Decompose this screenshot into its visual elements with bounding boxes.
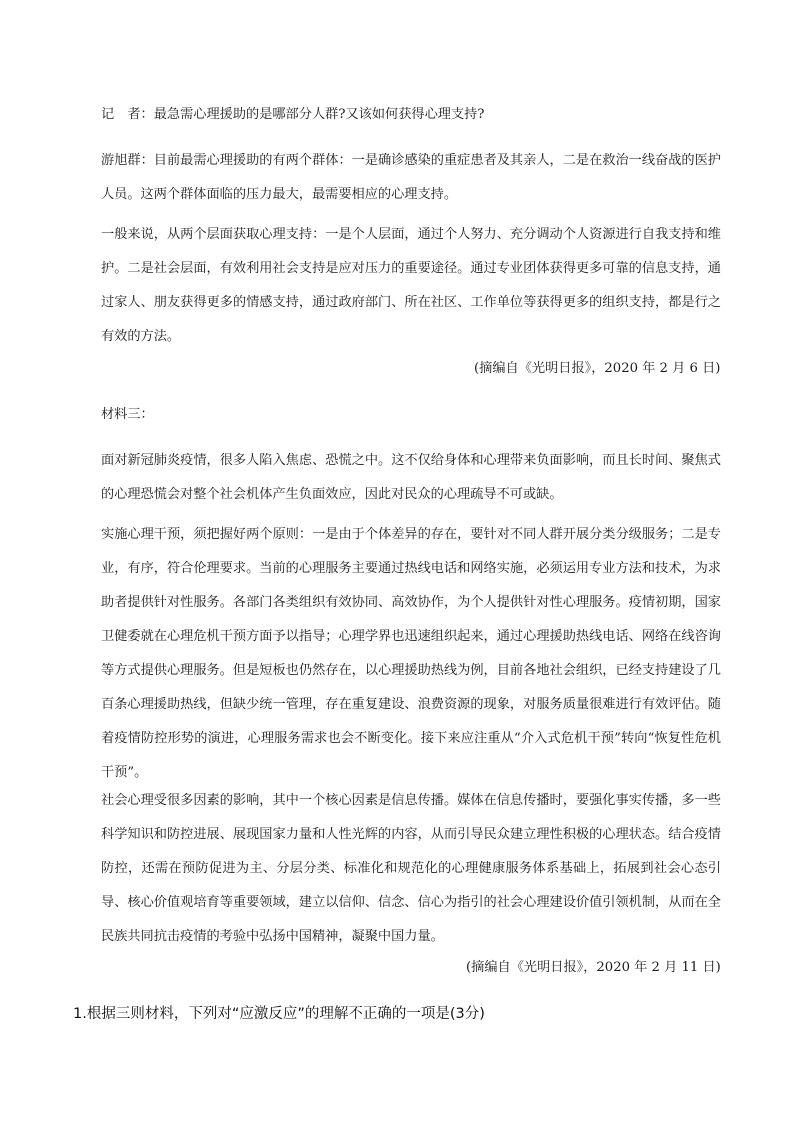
source-citation-2: (摘编自《光明日报》，2020 年 2 月 11 日) <box>466 960 721 975</box>
source-citation-1: (摘编自《光明日报》，2020 年 2 月 6 日) <box>474 361 721 376</box>
material-3-label: 材料三： <box>101 407 154 422</box>
material-3-paragraph-1: 面对新冠肺炎疫情，很多人陷入焦虑、恐慌之中。这不仅给身体和心理带来负面影响，而且长时间、聚焦式的心理恐慌会对整个社会机体产生负面效应，因此对民众的心理疏导不可或缺。 <box>101 453 721 502</box>
question-1: 1.根据三则材料，下列对“应激反应”的理解不正确的一项是(3分) <box>73 1006 485 1022</box>
interview-answer-2: 一般来说，从两个层面获取心理支持：一是个人层面，通过个人努力、充分调动个人资源进行自我支持和维护。二是社会层面，有效利用社会支持是应对压力的重要途径。通过专业团体获得更多可靠的信息支持，通过家人、朋友获得更多的情感支持，通过政府部门、所在社区、工作单位等获得更多的组织支持，都是行之有效的方法。 <box>101 227 721 344</box>
material-3-paragraph-3: 社会心理受很多因素的影响，其中一个核心因素是信息传播。媒体在信息传播时，要强化事实传播，多一些科学知识和防控进展、展现国家力量和人性光辉的内容，从而引导民众建立理性积极的心理状态。结合疫情防控，还需在预防促进为主、分层分类、标准化和规范化的心理健康服务体系基础上，拓展到社会心态引导、核心价值观培育等重要领域，建立以信仰、信念、信心为指引的社会心理建设价值引领机制，从而在全民族共同抗击疫情的考验中弘扬中国精神，凝聚中国力量。 <box>101 793 721 944</box>
interview-answer-1: 游旭群：目前最需心理援助的有两个群体：一是确诊感染的重症患者及其亲人，二是在救治一线奋战的医护人员。这两个群体面临的压力最大，最需要相应的心理支持。 <box>101 153 721 202</box>
material-3-paragraph-2: 实施心理干预，须把握好两个原则：一是由于个体差异的存在，要针对不同人群开展分类分级服务；二是专业，有序，符合伦理要求。当前的心理服务主要通过热线电话和网络实施，必须运用专业方法和技术，为求助者提供针对性服务。各部门各类组织有效协同、高效协作，为个人提供针对性心理服务。疫情初期，国家卫健委就在心理危机干预方面予以指导；心理学界也迅速组织起来，通过心理援助热线电话、网络在线咨询等方式提供心理服务。但是短板也仍然存在，以心理援助热线为例，目前各地社会组织，已经支持建设了几百条心理援助热线，但缺少统一管理，存在重复建设、浪费资源的现象，对服务质量很难进行有效评估。随着疫情防控形势的演进，心理服务需求也会不断变化。接下来应注重从“介入式危机干预”转向“恢复性危机干预”。 <box>101 527 721 780</box>
interview-question: 记 者：最急需心理援助的是哪部分人群?又该如何获得心理支持? <box>101 107 485 122</box>
